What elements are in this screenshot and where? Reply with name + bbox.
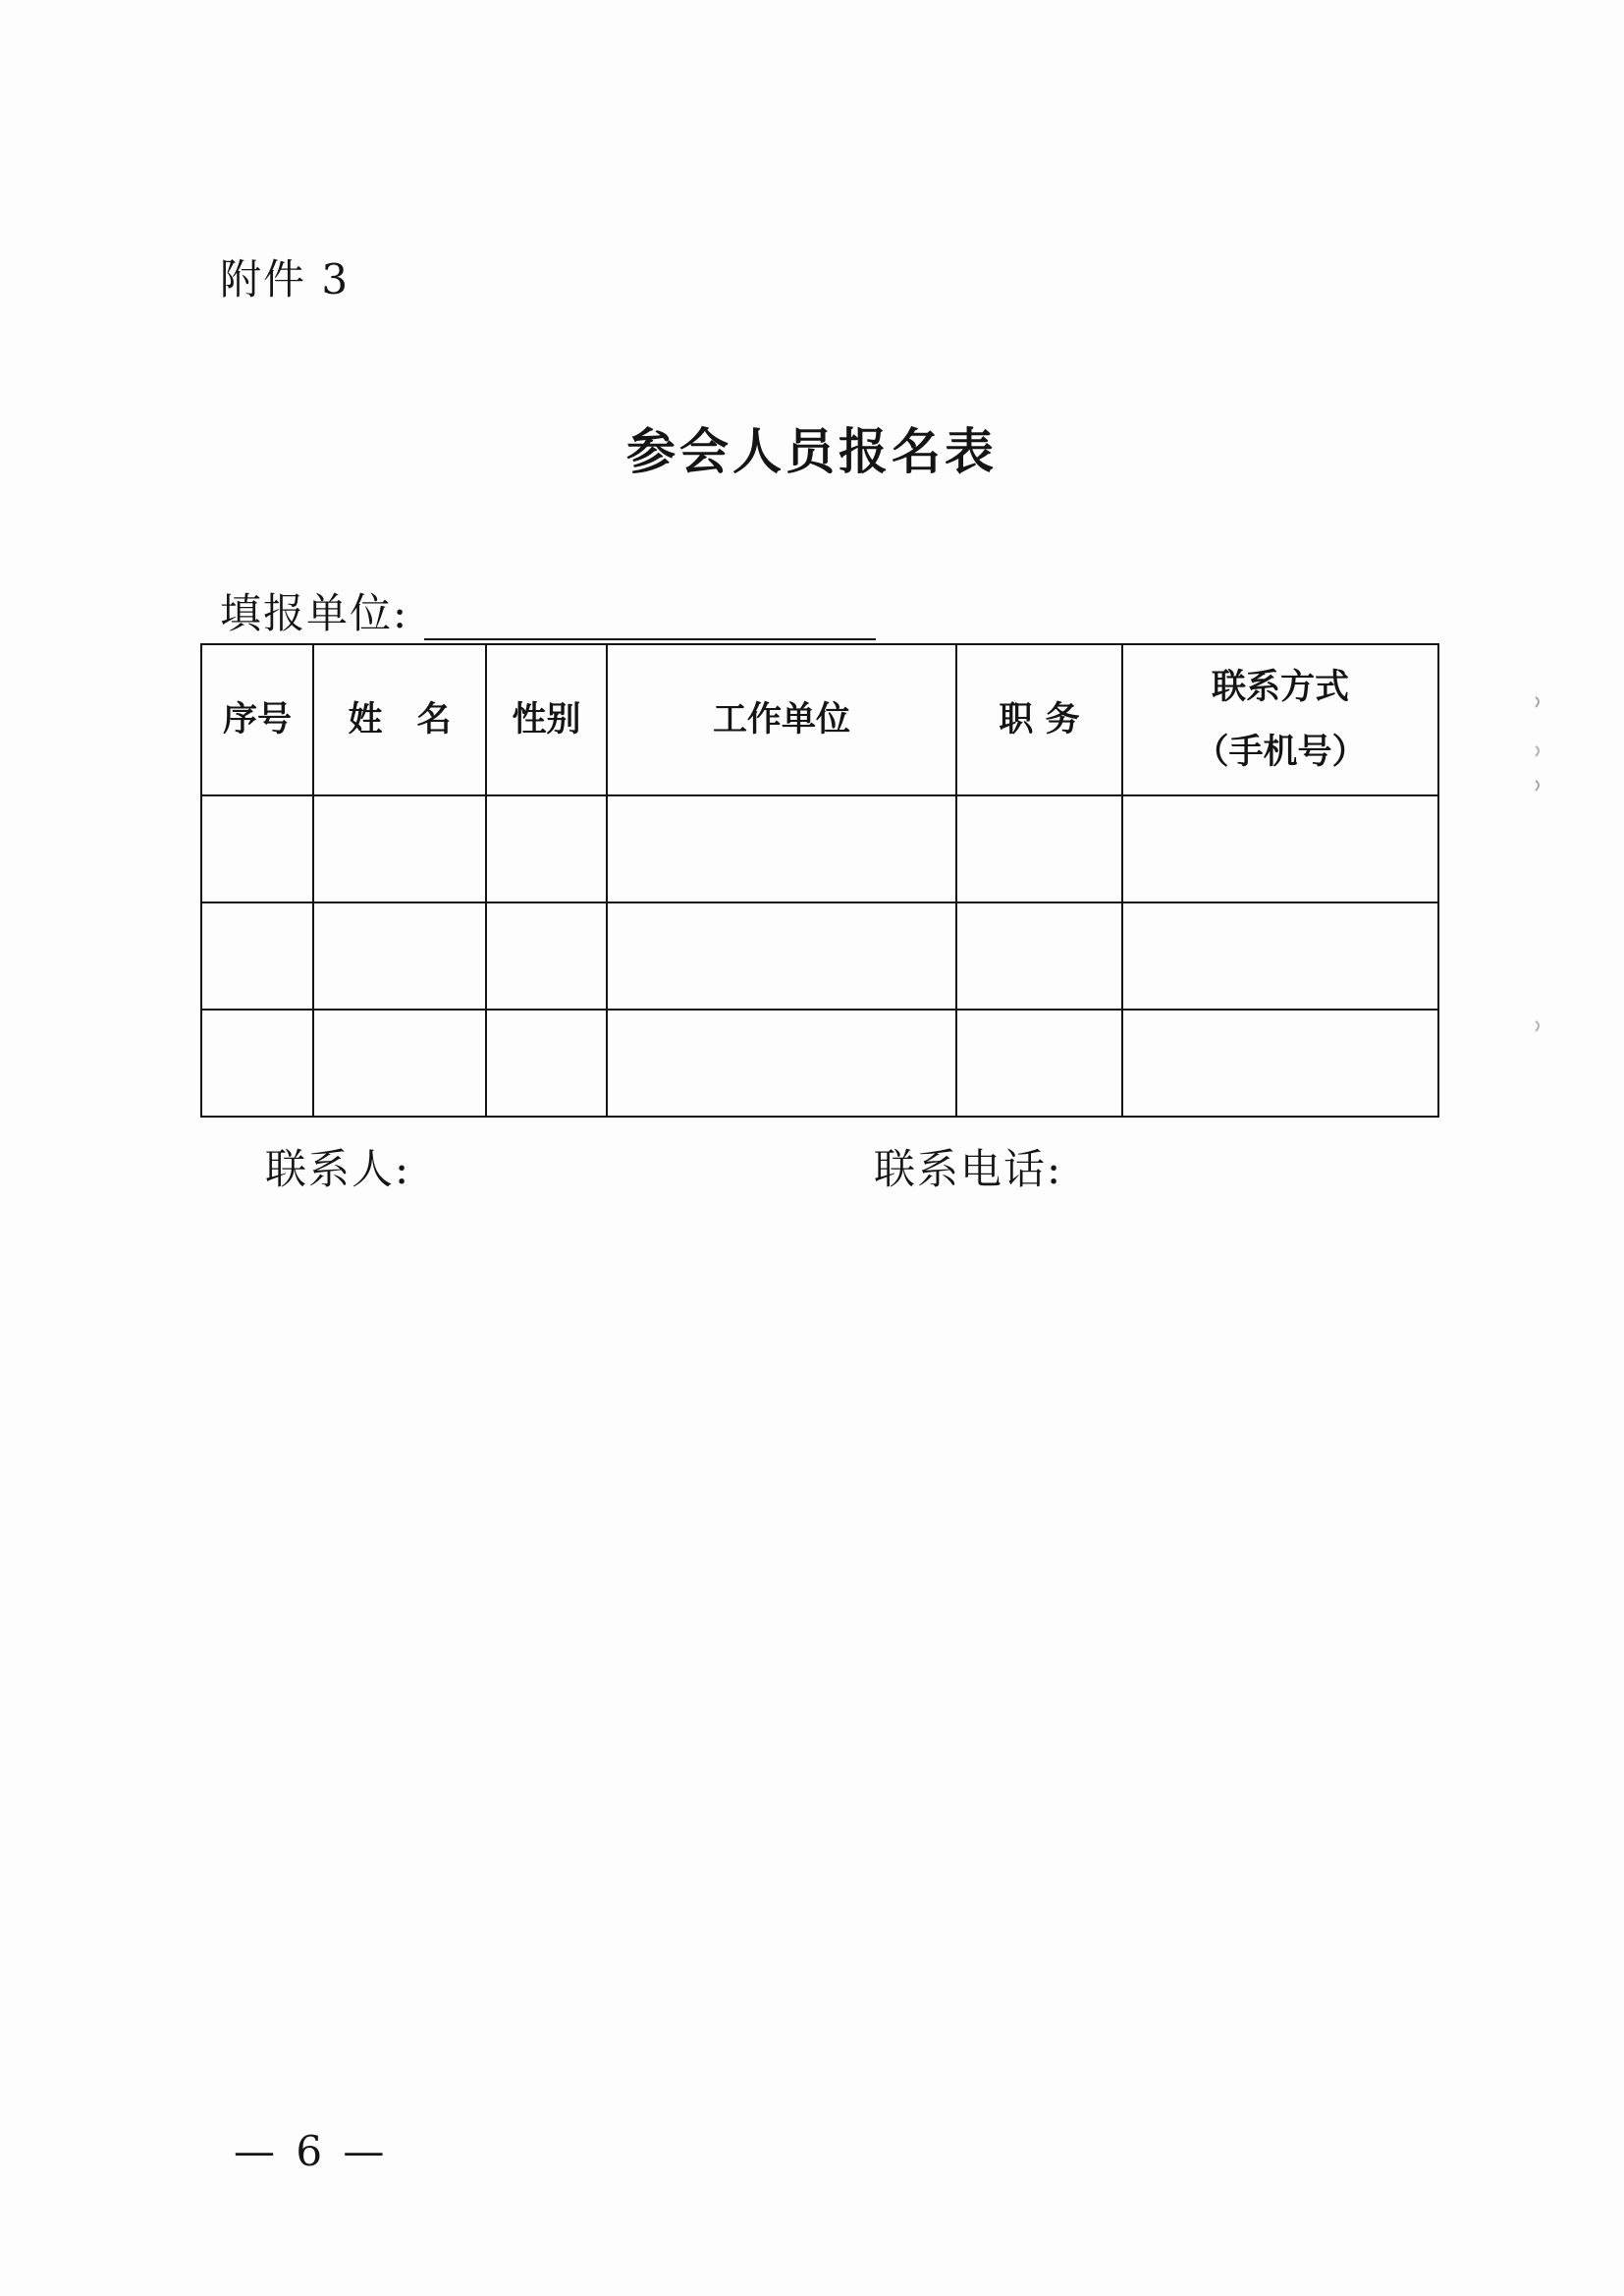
cell-work-unit[interactable] [607, 795, 956, 902]
header-gender: 性别 [486, 644, 607, 795]
contact-person-label: 联系人: [265, 1145, 411, 1193]
cell-gender[interactable] [486, 902, 607, 1010]
table-row [201, 1010, 1438, 1117]
cell-name[interactable] [313, 795, 486, 902]
cell-work-unit[interactable] [607, 902, 956, 1010]
table-row [201, 795, 1438, 902]
fill-unit-blank[interactable] [424, 593, 876, 640]
cell-gender[interactable] [486, 795, 607, 902]
header-contact [1122, 644, 1438, 795]
cell-position[interactable] [956, 1010, 1122, 1117]
header-contact-line2: （手机号） [1194, 733, 1367, 772]
header-seq: 序号 [201, 644, 313, 795]
cell-gender[interactable] [486, 1010, 607, 1117]
contact-phone-label: 联系电话: [874, 1145, 1063, 1193]
cell-name[interactable] [313, 1010, 486, 1117]
scan-artifact-marks [1530, 687, 1569, 1041]
fill-unit-row [220, 581, 876, 640]
cell-work-unit[interactable] [607, 1010, 956, 1117]
signup-table [200, 643, 1439, 1118]
fill-unit-label: 填报单位: [220, 589, 409, 637]
cell-seq[interactable] [201, 902, 313, 1010]
cell-seq[interactable] [201, 795, 313, 902]
cell-position[interactable] [956, 795, 1122, 902]
attachment-label: 附件 3 [220, 255, 351, 303]
table-header-row [201, 644, 1438, 795]
cell-name[interactable] [313, 902, 486, 1010]
cell-position[interactable] [956, 902, 1122, 1010]
page-number: — 6 — [234, 2127, 389, 2175]
header-work-unit: 工作单位 [607, 644, 956, 795]
header-position: 职 务 [956, 644, 1122, 795]
table-row [201, 902, 1438, 1010]
cell-contact[interactable] [1122, 902, 1438, 1010]
header-contact-line1: 联系方式 [1211, 667, 1349, 707]
cell-contact[interactable] [1122, 1010, 1438, 1117]
cell-contact[interactable] [1122, 795, 1438, 902]
header-name: 姓 名 [313, 644, 486, 795]
cell-seq[interactable] [201, 1010, 313, 1117]
page-title: 参会人员报名表 [626, 423, 998, 480]
